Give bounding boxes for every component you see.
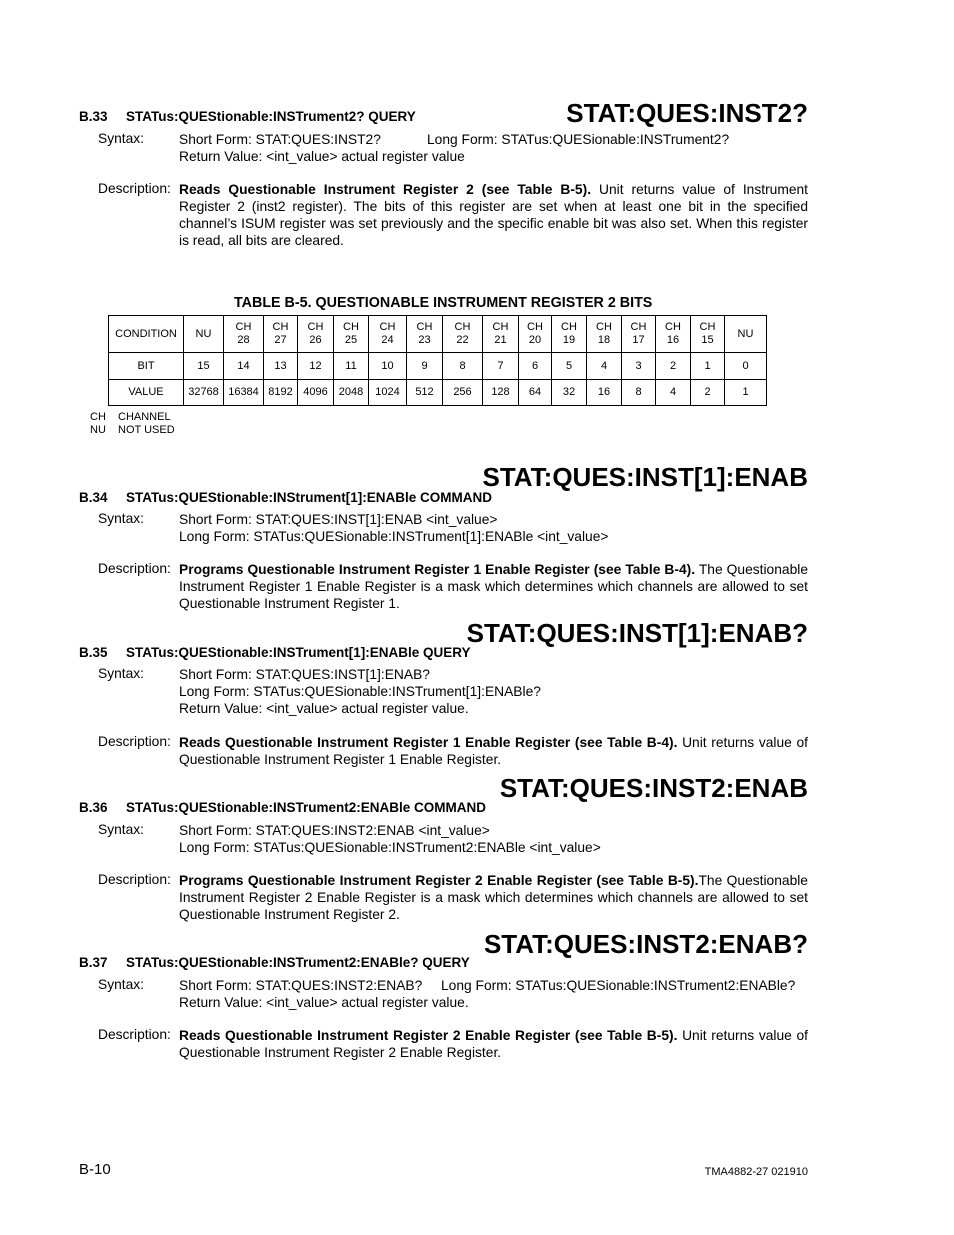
description-bold: Programs Questionable Instrument Register 2 Enable Register (see Table B-5). [179,873,699,888]
table-cell: 3 [622,353,656,380]
table-cell: 2 [656,353,691,380]
syntax-label: Syntax: [98,822,145,837]
document-id: TMA4882-27 021910 [704,1166,808,1178]
command-heading-b36: STAT:QUES:INST2:ENAB [499,773,808,803]
row-header-cell: CONDITION [109,316,184,353]
syntax-long-form: Long Form: STATus:QUESionable:INSTrument2:ENABle? [441,978,796,993]
section-number: B.34 [79,490,108,505]
table-cell: 7 [483,353,519,380]
note-abbr: CH [90,411,106,423]
table-notes [90,411,175,437]
syntax-label: Syntax: [98,666,145,681]
note-text: CHANNEL [118,411,171,423]
table-cell: CH 16 [656,316,691,353]
table-cell: 2048 [334,380,369,406]
syntax-label: Syntax: [98,131,145,146]
description-label: Description: [98,181,171,196]
table-cell: CH 15 [691,316,725,353]
table-cell: 512 [407,380,443,406]
table-cell: 4 [656,380,691,406]
note-ch [90,411,175,424]
syntax-short-form: Short Form: STAT:QUES:INST2? [179,132,381,147]
table-cell: CH 17 [622,316,656,353]
syntax-long-form: Long Form: STATus:QUESionable:INSTrument[1]:ENABle? [179,684,541,699]
table-cell: 13 [264,353,298,380]
section-title: STATus:QUEStionable:INSTrument2:ENABle? QUERY [126,955,470,970]
description-text: Unit returns value of Instrument Register 2 (inst2 register). The bits of this register are set when at least one bit in the specified channel’s ISUM register was set previously and the specific enable bit was also set. When this register is read, all bits are cleared. [179,182,809,248]
table-cell: CH 22 [443,316,483,353]
description-b37 [179,1027,808,1061]
table-cell: 32 [552,380,587,406]
syntax-return-value: Return Value: <int_value> actual register value. [179,995,469,1010]
table-cell: 32768 [184,380,224,406]
table-cell: CH 20 [519,316,552,353]
syntax-block-b37 [179,977,808,1011]
table-cell: 4096 [298,380,334,406]
table-cell: 1 [691,353,725,380]
table-cell: 5 [552,353,587,380]
description-label: Description: [98,734,171,749]
command-heading-b35: STAT:QUES:INST[1]:ENAB? [466,618,808,648]
table-cell: 14 [224,353,264,380]
table-cell: CH 21 [483,316,519,353]
description-b33 [179,181,808,249]
section-number: B.35 [79,645,108,660]
command-heading-b34: STAT:QUES:INST[1]:ENAB [482,462,808,492]
table-cell: CH 26 [298,316,334,353]
table-cell: 8192 [264,380,298,406]
section-number: B.36 [79,800,108,815]
description-label: Description: [98,1027,171,1042]
section-heading-b36 [79,800,486,815]
table-cell: 4 [587,353,622,380]
syntax-line [179,131,808,148]
table-cell: 11 [334,353,369,380]
table-cell: 9 [407,353,443,380]
syntax-label: Syntax: [98,977,145,992]
condition-row [109,316,767,353]
syntax-block-b34 [179,511,808,545]
command-heading-b37: STAT:QUES:INST2:ENAB? [483,929,808,959]
syntax-block-b33 [179,131,808,165]
bit-row [109,353,767,380]
syntax-long-form: Long Form: STATus:QUESionable:INSTrument2:ENABle <int_value> [179,840,601,855]
section-heading-b34 [79,490,492,505]
table-cell: 1 [725,380,767,406]
section-number: B.37 [79,955,108,970]
syntax-block-b35 [179,666,808,717]
table-cell: 2 [691,380,725,406]
syntax-return-value: Return Value: <int_value> actual register value [179,149,465,164]
table-cell: 8 [622,380,656,406]
value-row [109,380,767,406]
description-b35 [179,734,808,768]
table-cell: 15 [184,353,224,380]
table-cell: CH 25 [334,316,369,353]
syntax-short-form: Short Form: STAT:QUES:INST[1]:ENAB? [179,667,430,682]
note-abbr: NU [90,424,106,436]
table-cell: 64 [519,380,552,406]
section-title: STATus:QUEStionable:INSTrument2? QUERY [126,109,416,124]
syntax-long-form: Long Form: STATus:QUESionable:INSTrument[1]:ENABle <int_value> [179,529,609,544]
description-bold: Programs Questionable Instrument Register 1 Enable Register (see Table B-4). [179,562,696,577]
syntax-label: Syntax: [98,511,145,526]
syntax-line [179,977,808,994]
table-cell: CH 18 [587,316,622,353]
table-cell: 16384 [224,380,264,406]
description-bold: Reads Questionable Instrument Register 2 (see Table B-5). [179,182,592,197]
note-nu [90,424,175,437]
table-cell: 16 [587,380,622,406]
section-heading-b35 [79,645,471,660]
description-label: Description: [98,872,171,887]
section-heading-b37 [79,955,470,970]
register-table [108,315,767,406]
table-cell: CH 19 [552,316,587,353]
description-bold: Reads Questionable Instrument Register 1 Enable Register (see Table B-4). [179,735,678,750]
row-header-cell: BIT [109,353,184,380]
description-b36 [179,872,808,923]
description-bold: Reads Questionable Instrument Register 2 Enable Register (see Table B-5). [179,1028,678,1043]
syntax-short-form: Short Form: STAT:QUES:INST2:ENAB? [179,978,423,993]
description-text: Unit returns value of Questionable Instrument Register 2 Enable Register. [179,1028,808,1060]
description-text: Unit returns value of Questionable Instrument Register 1 Enable Register. [179,735,808,767]
section-title: STATus:QUEStionable:INSTrument2:ENABle COMMAND [126,800,487,815]
description-label: Description: [98,561,171,576]
syntax-return-value: Return Value: <int_value> actual register value. [179,701,469,716]
description-text: The Questionable Instrument Register 2 Enable Register is a mask which determines which channels are allowed to set Questionable Instrument Register 2. [179,873,808,922]
table-cell: NU [725,316,767,353]
row-header-cell: VALUE [109,380,184,406]
syntax-long-form: Long Form: STATus:QUESionable:INSTrument2? [427,132,730,147]
description-text: The Questionable Instrument Register 1 Enable Register is a mask which determines which channels are allowed to set Questionable Instrument Register 1. [179,562,808,611]
syntax-block-b36 [179,822,808,856]
table-cell: 128 [483,380,519,406]
table-cell: NU [184,316,224,353]
table-cell: 12 [298,353,334,380]
table-cell: 10 [369,353,407,380]
note-text: NOT USED [118,424,175,436]
table-cell: 0 [725,353,767,380]
page-number: B-10 [79,1161,111,1178]
table-caption: TABLE B-5. QUESTIONABLE INSTRUMENT REGISTER 2 BITS [234,295,653,311]
table-cell: CH 27 [264,316,298,353]
table-cell: 1024 [369,380,407,406]
table-cell: CH 23 [407,316,443,353]
section-heading-b33 [79,109,416,124]
table-cell: 6 [519,353,552,380]
command-heading-b33: STAT:QUES:INST2? [566,98,808,128]
table-cell: CH 28 [224,316,264,353]
section-title: STATus:QUEStionable:INSTrument[1]:ENABle QUERY [126,645,471,660]
table-cell: 256 [443,380,483,406]
syntax-short-form: Short Form: STAT:QUES:INST2:ENAB <int_value> [179,823,490,838]
section-number: B.33 [79,109,108,124]
section-title: STATus:QUEStionable:INStrument[1]:ENABle COMMAND [126,490,492,505]
table-cell: 8 [443,353,483,380]
description-b34 [179,561,808,612]
table-cell: CH 24 [369,316,407,353]
syntax-short-form: Short Form: STAT:QUES:INST[1]:ENAB <int_value> [179,512,498,527]
